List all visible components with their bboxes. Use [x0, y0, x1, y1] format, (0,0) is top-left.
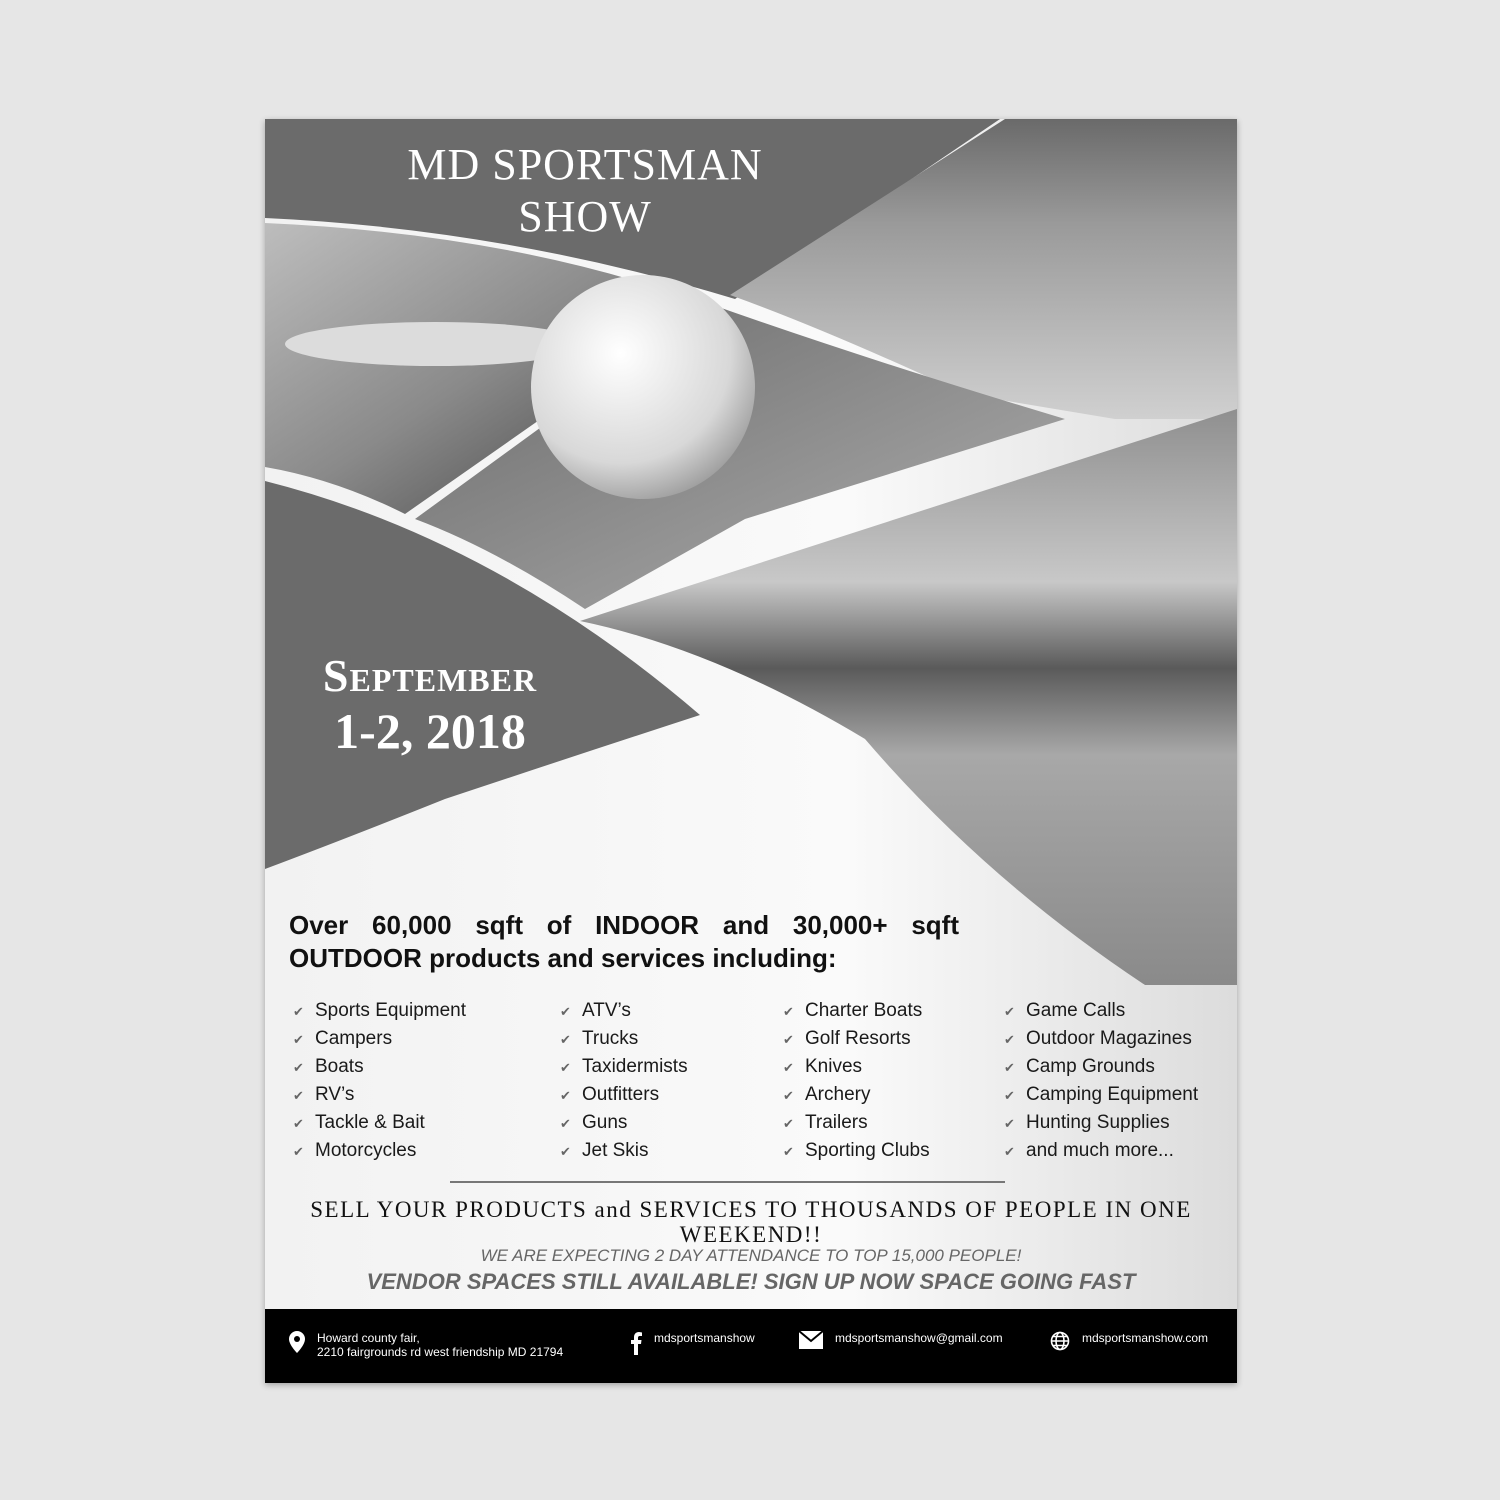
list-item-label: Golf Resorts — [805, 1028, 911, 1049]
list-item-label: Boats — [315, 1056, 364, 1077]
list-item — [293, 997, 466, 1025]
check-icon: ✔ — [1004, 1060, 1015, 1075]
list-item-label: ATV’s — [582, 1000, 631, 1021]
list-item — [783, 1109, 930, 1137]
list-item — [1004, 1025, 1198, 1053]
list-item — [560, 1137, 688, 1165]
list-item-label: Guns — [582, 1112, 628, 1133]
check-icon: ✔ — [783, 1116, 794, 1131]
list-item — [1004, 1081, 1198, 1109]
list-item — [293, 1109, 466, 1137]
list-item — [560, 1109, 688, 1137]
list-column-1 — [293, 997, 466, 1165]
event-title — [325, 139, 845, 243]
list-item-label: Outdoor Magazines — [1026, 1028, 1192, 1049]
list-column-3 — [783, 997, 930, 1165]
address-line1: Howard county fair, — [317, 1331, 420, 1345]
list-item-label: Trailers — [805, 1112, 868, 1133]
date-days: 1-2, 2018 — [334, 703, 526, 759]
list-item — [560, 1025, 688, 1053]
list-item — [783, 997, 930, 1025]
check-icon: ✔ — [560, 1032, 571, 1047]
attendance-text: WE ARE EXPECTING 2 DAY ATTENDANCE TO TOP 15,000 PEOPLE! — [480, 1246, 1022, 1265]
event-date — [265, 649, 595, 759]
list-item-label: Taxidermists — [582, 1056, 688, 1077]
list-item-label: Camping Equipment — [1026, 1084, 1199, 1105]
list-item — [1004, 1109, 1198, 1137]
website-url: mdsportsmanshow.com — [1082, 1331, 1209, 1345]
list-item-label: Sporting Clubs — [805, 1140, 930, 1161]
check-icon: ✔ — [1004, 1088, 1015, 1103]
list-item — [560, 1053, 688, 1081]
check-icon: ✔ — [560, 1088, 571, 1103]
list-item — [293, 1025, 466, 1053]
list-item — [1004, 1053, 1198, 1081]
list-item — [783, 1137, 930, 1165]
check-icon: ✔ — [783, 1060, 794, 1075]
check-icon: ✔ — [293, 1144, 304, 1159]
list-item — [783, 1025, 930, 1053]
list-column-2 — [560, 997, 688, 1165]
golf-ball — [531, 275, 755, 499]
check-icon: ✔ — [783, 1144, 794, 1159]
check-icon: ✔ — [1004, 1116, 1015, 1131]
list-item — [293, 1053, 466, 1081]
list-item-label: RV’s — [315, 1084, 355, 1105]
check-icon: ✔ — [293, 1088, 304, 1103]
list-item-label: Charter Boats — [805, 1000, 923, 1021]
list-item-label: Archery — [805, 1084, 871, 1105]
list-item-label: Camp Grounds — [1026, 1056, 1155, 1077]
list-item — [293, 1137, 466, 1165]
address-line2: 2210 fairgrounds rd west friendship MD 21794 — [317, 1345, 564, 1359]
footer-website[interactable] — [1050, 1331, 1208, 1351]
list-item-label: Tackle & Bait — [315, 1112, 425, 1133]
title-line1: MD SPORTSMAN — [407, 140, 763, 189]
list-item-label: Game Calls — [1026, 1000, 1126, 1021]
check-icon: ✔ — [293, 1060, 304, 1075]
check-icon: ✔ — [560, 1004, 571, 1019]
check-icon: ✔ — [560, 1060, 571, 1075]
location-pin-icon — [289, 1331, 305, 1353]
email-address: mdsportsmanshow@gmail.com — [835, 1331, 1003, 1345]
list-item — [560, 997, 688, 1025]
check-icon: ✔ — [1004, 1032, 1015, 1047]
flyer — [265, 119, 1237, 1383]
sell-headline: SELL YOUR PRODUCTS and SERVICES TO THOUSANDS OF PEOPLE IN ONE WEEKEND!! — [310, 1197, 1192, 1247]
list-item-label: Sports Equipment — [315, 1000, 467, 1021]
envelope-icon — [799, 1331, 823, 1349]
check-icon: ✔ — [560, 1144, 571, 1159]
list-item — [783, 1053, 930, 1081]
globe-icon — [1050, 1331, 1070, 1351]
footer-address — [289, 1331, 563, 1359]
check-icon: ✔ — [783, 1032, 794, 1047]
list-item-label: Hunting Supplies — [1026, 1112, 1170, 1133]
list-item — [293, 1081, 466, 1109]
footer-email[interactable] — [799, 1331, 1003, 1349]
list-item — [1004, 1137, 1198, 1165]
list-item-label: Jet Skis — [582, 1140, 649, 1161]
check-icon: ✔ — [560, 1116, 571, 1131]
title-line2: SHOW — [518, 192, 652, 241]
facebook-handle: mdsportsmanshow — [654, 1331, 755, 1345]
list-item — [783, 1081, 930, 1109]
list-column-4 — [1004, 997, 1198, 1165]
check-icon: ✔ — [293, 1032, 304, 1047]
facebook-icon — [630, 1331, 642, 1355]
list-item-label: and much more... — [1026, 1140, 1174, 1161]
divider — [450, 1181, 1005, 1183]
list-item — [560, 1081, 688, 1109]
date-month: September — [322, 650, 538, 701]
list-item-label: Campers — [315, 1028, 393, 1049]
vendor-text: VENDOR SPACES STILL AVAILABLE! SIGN UP NOW SPACE GOING FAST — [366, 1269, 1136, 1294]
check-icon: ✔ — [1004, 1004, 1015, 1019]
list-item — [1004, 997, 1198, 1025]
check-icon: ✔ — [293, 1116, 304, 1131]
check-icon: ✔ — [783, 1004, 794, 1019]
list-item-label: Knives — [805, 1056, 863, 1077]
check-icon: ✔ — [293, 1004, 304, 1019]
intro-text: Over 60,000 sqft of INDOOR and 30,000+ sqft OUTDOOR products and services including: — [289, 910, 959, 973]
footer — [265, 1309, 1237, 1383]
list-item-label: Trucks — [582, 1028, 639, 1049]
footer-facebook[interactable] — [630, 1331, 755, 1355]
list-item-label: Motorcycles — [315, 1140, 417, 1161]
check-icon: ✔ — [783, 1088, 794, 1103]
list-item-label: Outfitters — [582, 1084, 660, 1105]
check-icon: ✔ — [1004, 1144, 1015, 1159]
